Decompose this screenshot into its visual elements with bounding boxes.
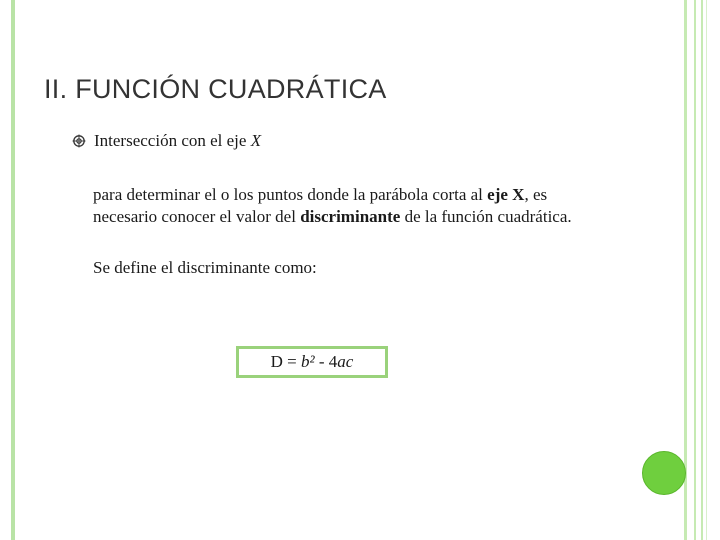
decorative-circle	[642, 451, 686, 495]
paragraph-line: necesario conocer el valor del discriminante de la función cuadrática.	[93, 207, 572, 226]
explanation-paragraph	[93, 184, 653, 228]
right-frame-line	[694, 0, 696, 540]
right-frame-line	[701, 0, 703, 540]
bullet-item	[72, 131, 261, 151]
paragraph-line: para determinar el o los puntos donde la parábola corta al eje X, es	[93, 185, 548, 204]
bullet-text: Intersección con el eje X	[94, 131, 262, 150]
formula-box	[236, 346, 388, 378]
right-frame-line	[684, 0, 687, 540]
slide-title: II. FUNCIÓN CUADRÁTICA	[44, 74, 387, 104]
bullet-symbol-icon	[72, 134, 86, 148]
right-frame-line	[706, 0, 707, 540]
definition-text: Se define el discriminante como:	[93, 258, 317, 277]
left-frame-bar	[11, 0, 15, 540]
formula: D = b² - 4ac	[270, 352, 354, 371]
